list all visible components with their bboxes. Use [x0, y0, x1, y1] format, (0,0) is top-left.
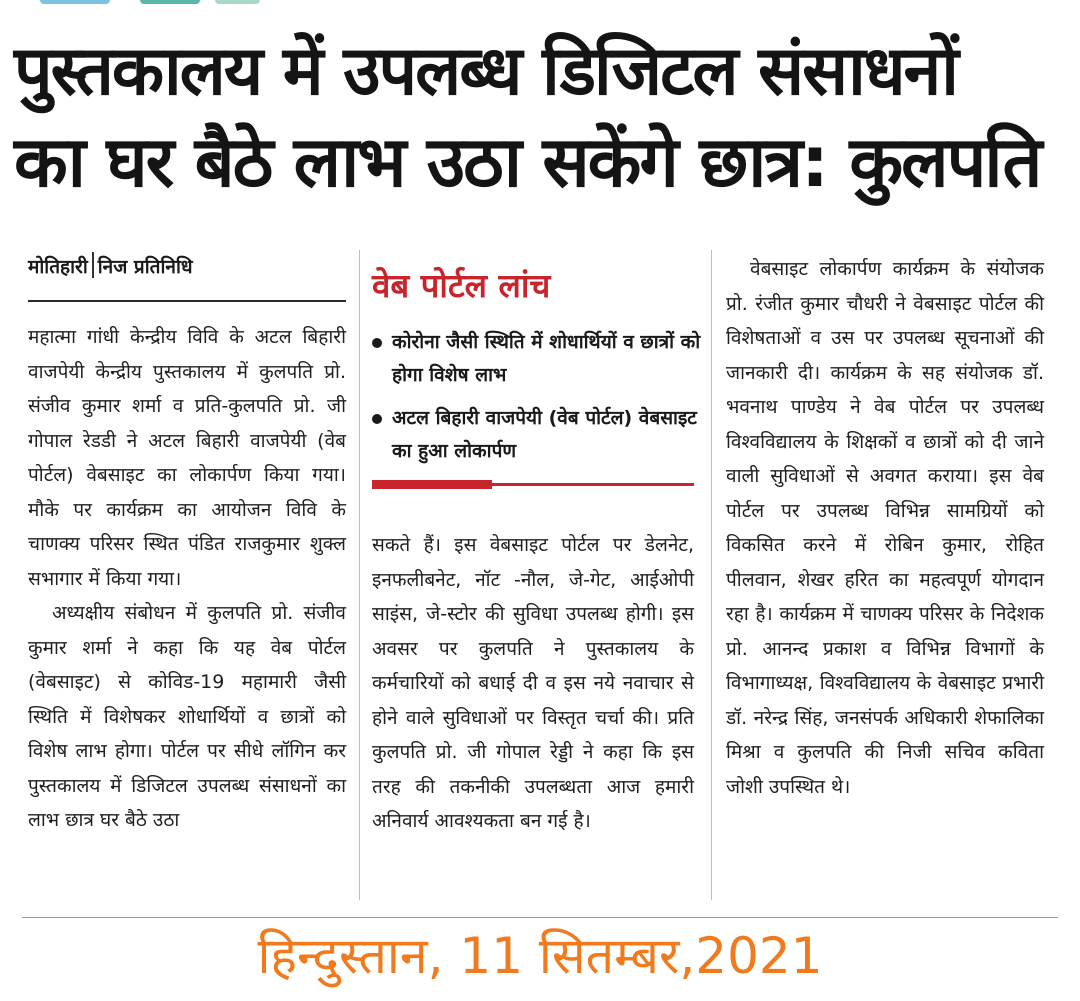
byline-reporter: निज प्रतिनिधि: [97, 256, 193, 278]
highlight-point: [372, 326, 702, 392]
highlight-point-text: अटल बिहारी वाजपेयी (वेब पोर्टल) वेबसाइट का हुआ लोकार्पण: [392, 407, 697, 462]
byline-place: मोतिहारी: [28, 256, 88, 278]
column-1-paragraph-1: महात्मा गांधी केन्द्रीय विवि के अटल बिहारी वाजपेयी केन्द्रीय पुस्तकालय में कुलपति प्रो. संजीव कुमार शर्मा व प्रति-कुलपति प्रो. जी गोपाल रेडडी ने अटल बिहारी वाजपेयी (वेब पोर्टल) वेबसाइट का लोकार्पण किया गया। मौके पर कार्यक्रम का आयोजन विवि के चाणक्य परिसर स्थित पंडित राजकुमार शुक्ल सभागार में किया गया।: [28, 326, 346, 590]
strip-segment: [215, 0, 260, 4]
article-column-2: [372, 528, 694, 839]
source-caption: हिन्दुस्तान, 11 सितम्बर,2021: [257, 927, 823, 985]
headline-line-1: पुस्तकालय में उपलब्ध डिजिटल संसाधनों: [14, 32, 957, 111]
column-divider: [359, 250, 360, 900]
top-color-strip: [0, 0, 1080, 10]
strip-segment: [40, 0, 110, 4]
bullet-icon: [372, 414, 382, 424]
column-divider: [711, 250, 712, 900]
strip-segment: [140, 0, 200, 4]
article-column-3: [726, 252, 1044, 804]
byline: [28, 252, 348, 279]
article-column-1: [28, 320, 346, 838]
highlight-box-rule-accent: [372, 480, 492, 489]
byline-separator: [92, 252, 94, 278]
headline-line-2: का घर बैठे लाभ उठा सकेंगे छात्र: कुलपति: [14, 121, 1041, 203]
column-2-paragraph-1: सकते हैं। इस वेबसाइट पोर्टल पर डेलनेट, इनफलीबनेट, नॉट -नौल, जे-गेट, आईओपी साइंस, जे-स्टोर की सुविधा उपलब्ध होगी। इस अवसर पर कुलपति ने पुस्तकालय के कर्मचारियों को बधाई दी व इस नये नवाचार से होने वाले सुविधाओं पर विस्तृत चर्चा की। प्रति कुलपति प्रो. जी गोपाल रेड्डी ने कहा कि इस तरह की तकनीकी उपलब्धता आज हमारी अनिवार्य आवश्यकता बन गई है।: [372, 534, 694, 832]
bullet-icon: [372, 338, 382, 348]
column-3-paragraph-1: वेबसाइट लोकार्पण कार्यक्रम के संयोजक प्रो. रंजीत कुमार चौधरी ने वेबसाइट पोर्टल की विशेषताओं व उस पर उपलब्ध सूचनाओं की जानकारी दी। कार्यक्रम के सह संयोजक डॉ. भवनाथ पाण्डेय ने वेब पोर्टल पर उपलब्ध विश्वविद्यालय के शिक्षकों व छात्रों को दी जाने वाली सुविधाओं से अवगत कराया। इस वेब पोर्टल पर उपलब्ध विभिन्न सामग्रियों को विकसित करने में रोबिन कुमार, रोहित पीलवान, शेखर हरित का महत्वपूर्ण योगदान रहा है। कार्यक्रम में चाणक्य परिसर के निदेशक प्रो. आनन्द प्रकाश व विभिन्न विभागों के विभागाध्यक्ष, विश्वविद्यालय के वेबसाइट प्रभारी डॉ. नरेन्द्र सिंह, जनसंपर्क अधिकारी शेफालिका मिश्रा व कुलपति की निजी सचिव कविता जोशी उपस्थित थे।: [726, 258, 1044, 798]
highlight-point: [372, 402, 702, 468]
highlight-box-rule: [372, 483, 694, 486]
page-title: [14, 28, 1066, 208]
byline-divider: [28, 300, 346, 302]
highlight-box-points: [372, 326, 702, 478]
highlight-point-text: कोरोना जैसी स्थिति में शोधार्थियों व छात्रों को होगा विशेष लाभ: [392, 331, 701, 386]
column-1-paragraph-2: अध्यक्षीय संबोधन में कुलपति प्रो. संजीव कुमार शर्मा ने कहा कि यह वेब पोर्टल (वेबसाइट) से कोविड-19 महामारी जैसी स्थिति में विशेषकर शोधार्थियों व छात्रों को विशेष लाभ होगा। पोर्टल पर सीधे लॉगिन कर पुस्तकालय में डिजिटल उपलब्ध संसाधनों का लाभ छात्र घर बैठे उठा: [28, 602, 346, 831]
highlight-box-title: वेब पोर्टल लांच: [372, 266, 551, 305]
